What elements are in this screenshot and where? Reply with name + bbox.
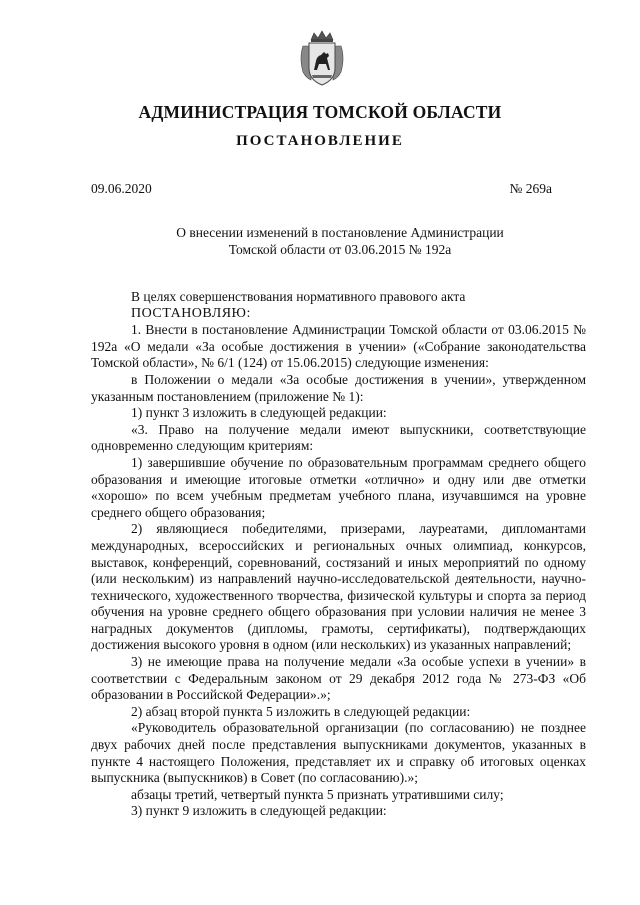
document-body — [91, 289, 586, 820]
body-paragraph: 2) являющиеся победителями, призерами, лауреатами, дипломантами международных, всероссийских и региональных очных олимпиад, конкурсов, выставок, конференций, соревнований, состязаний и иных мероприятий по одному (или нескольким) из направлений научно-исследовательской деятельности, научно-технического, художественного творчества, физической культуры и спорта за период обучения на уровне среднего общего образования при условии наличия не менее 3 наградных документов (дипломы, грамоты, сертификаты), подтверждающих достижения высокого уровня в одном (или нескольких) из указанных направлений; — [91, 521, 586, 653]
body-paragraph: 1) пункт 3 изложить в следующей редакции: — [131, 405, 387, 421]
document-type-heading: ПОСТАНОВЛЕНИЕ — [236, 133, 404, 149]
document-date: 09.06.2020 — [91, 181, 152, 196]
document-number: № 269а — [509, 181, 552, 196]
body-paragraph: 1) завершившие обучение по образовательным программам среднего общего образования и имеющие итоговые отметки «отлично» и одну или две отметки «хорошо» по всем учебным предметам учебного плана, изучавшимся на уровне среднего общего образования; — [91, 454, 586, 520]
decree-keyword: ПОСТАНОВЛЯЮ: — [131, 305, 251, 321]
body-paragraph: абзацы третий, четвертый пункта 5 признать утратившими силу; — [131, 786, 504, 802]
subject-line: Томской области от 03.06.2015 № 192а — [228, 242, 452, 257]
body-paragraph: 1. Внести в постановление Администрации Томской области от 03.06.2015 № 192а «О медали «За особые достижения в учении» («Собрание законодательства Томской области», № 6/1 (124) от 15.06.2015) следующие изменения: — [91, 322, 586, 371]
body-paragraph: «3. Право на получение медали имеют выпускники, соответствующие одновременно следующим критериям: — [91, 421, 586, 454]
coat-of-arms-icon — [297, 28, 347, 88]
body-paragraph: «Руководитель образовательной организации (по согласованию) не позднее двух рабочих дней после представления выпускниками документов, указанных в пункте 4 настоящего Положения, представляет их и справку об итоговых оценках выпускника (выпускников) в Совет (по согласованию).»; — [91, 720, 586, 786]
subject-line: О внесении изменений в постановление Администрации — [176, 225, 504, 240]
organization-title: АДМИНИСТРАЦИЯ ТОМСКОЙ ОБЛАСТИ — [138, 102, 502, 122]
body-paragraph: 3) не имеющие права на получение медали «За особые успехи в учении» в соответствии с Федеральным законом от 29 декабря 2012 года № 273-ФЗ «Об образовании в Российской Федерации».»; — [91, 654, 586, 703]
body-paragraph: 2) абзац второй пункта 5 изложить в следующей редакции: — [131, 703, 471, 719]
document-subject — [150, 224, 530, 258]
body-paragraph: В целях совершенствования нормативного правового акта — [131, 289, 466, 304]
body-paragraph: 3) пункт 9 изложить в следующей редакции: — [131, 803, 387, 819]
body-paragraph: в Положении о медали «За особые достижения в учении», утвержденном указанным постановлением (приложение № 1): — [91, 371, 586, 404]
